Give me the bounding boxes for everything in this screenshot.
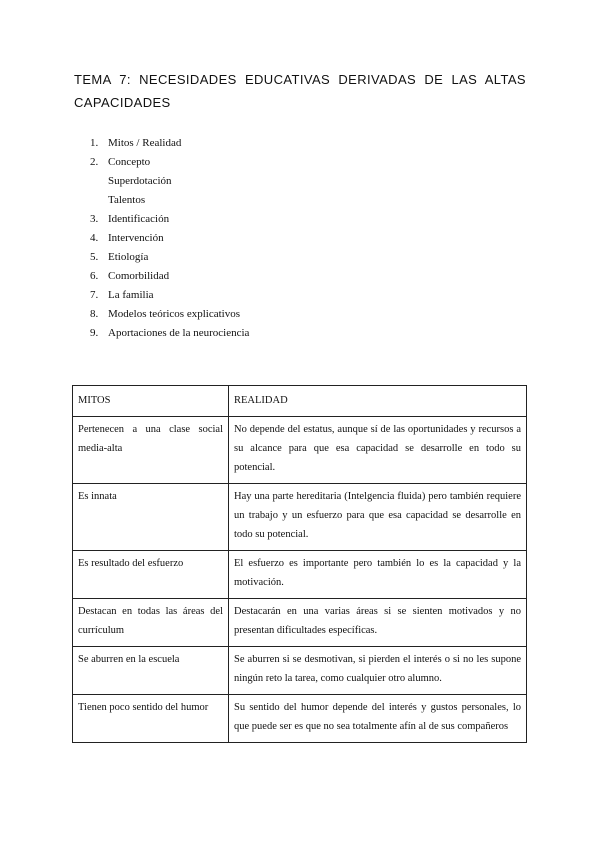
outline-item-number: 9. [90, 327, 99, 339]
outline-item-label: Concepto [108, 156, 151, 168]
table-row [73, 647, 527, 695]
table-row [73, 484, 527, 551]
table-row [73, 695, 527, 743]
reality-cell: Su sentido del humor depende del interés y gustos personales, lo que puede ser es que no sea totalmente afín al de sus compañeros [229, 695, 527, 743]
outline-item [90, 210, 390, 229]
reality-cell: No depende del estatus, aunque sí de las oportunidades y recursos a su alcance para que esa capacidad se desarrolle en todo su potencial. [229, 417, 527, 484]
table-header-row [73, 386, 527, 417]
outline-item-label: Talentos [108, 194, 146, 206]
outline-item [90, 286, 390, 305]
outline-item-label: Modelos teóricos explicativos [108, 308, 240, 320]
outline-item-label: Identificación [108, 213, 170, 225]
outline-item-label: Comorbilidad [108, 270, 170, 282]
outline-item [90, 248, 390, 267]
reality-cell: El esfuerzo es importante pero también lo es la capacidad y la motivación. [229, 551, 527, 599]
outline-item-label: Etiología [108, 251, 149, 263]
outline-item-number: 5. [90, 251, 99, 263]
myth-cell: Tienen poco sentido del humor [73, 695, 229, 743]
outline-item-number: 6. [90, 270, 99, 282]
outline-item [90, 324, 390, 343]
outline-subitem [90, 172, 390, 191]
reality-cell: Se aburren si se desmotivan, si pierden el interés o si no les supone ningún reto la tarea, como cualquier otro alumno. [229, 647, 527, 695]
table-row [73, 599, 527, 647]
myth-cell: Es innata [73, 484, 229, 551]
topic-outline-list [90, 134, 390, 343]
myth-cell: Se aburren en la escuela [73, 647, 229, 695]
column-header-mitos: MITOS [73, 386, 229, 417]
outline-item-label: Intervención [108, 232, 164, 244]
outline-subitem [90, 191, 390, 210]
outline-item-number: 4. [90, 232, 99, 244]
reality-cell: Destacarán en una varias áreas si se sienten motivados y no presentan dificultades específicas. [229, 599, 527, 647]
outline-item-number: 7. [90, 289, 99, 301]
outline-item [90, 229, 390, 248]
column-header-realidad: REALIDAD [229, 386, 527, 417]
outline-item-number: 8. [90, 308, 99, 320]
outline-item-number: 3. [90, 213, 99, 225]
outline-item [90, 153, 390, 172]
outline-item-label: Superdotación [108, 175, 172, 187]
myth-cell: Es resultado del esfuerzo [73, 551, 229, 599]
myth-cell: Destacan en todas las áreas del currículum [73, 599, 229, 647]
outline-item-number: 1. [90, 137, 99, 149]
outline-item-label: La familia [108, 289, 154, 301]
outline-item [90, 134, 390, 153]
table-row [73, 551, 527, 599]
outline-item-number: 2. [90, 156, 99, 168]
table-row [73, 417, 527, 484]
outline-item [90, 305, 390, 324]
myths-reality-table [72, 385, 527, 743]
myth-cell: Pertenecen a una clase social media-alta [73, 417, 229, 484]
reality-cell: Hay una parte hereditaria (Intelgencia fluida) pero también requiere un trabajo y un esfuerzo para que esa capacidad se desarrolle en todo su potencial. [229, 484, 527, 551]
outline-item-label: Aportaciones de la neurociencia [108, 327, 250, 339]
document-title: TEMA 7: NECESIDADES EDUCATIVAS DERIVADAS DE LAS ALTAS CAPACIDADES [74, 72, 526, 110]
outline-item [90, 267, 390, 286]
outline-item-label: Mitos / Realidad [108, 137, 182, 149]
